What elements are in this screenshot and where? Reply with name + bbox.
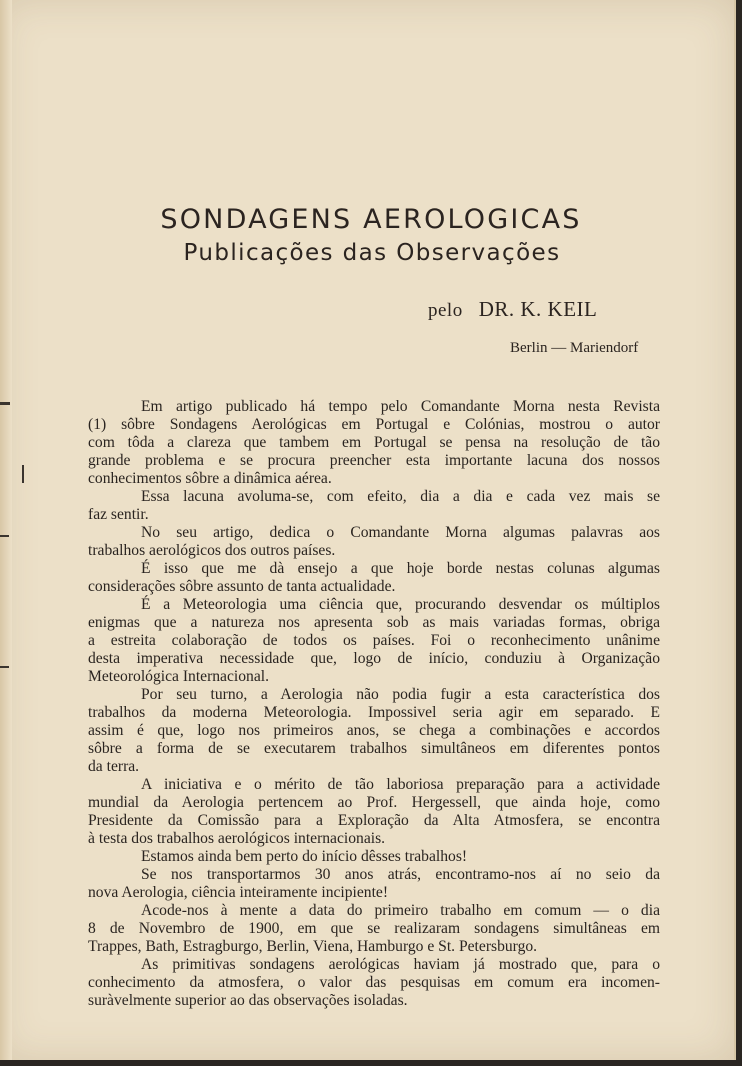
text-line: Essa lacuna avoluma-se, com efeito, dia a dia e cada vez mais se <box>141 488 660 505</box>
text-line: A iniciativa e o mérito de tão laboriosa preparação para a actividade <box>141 776 660 793</box>
byline-prefix: pelo <box>428 300 463 321</box>
text-line: trabalhos aerológicos dos outros países. <box>88 542 336 559</box>
title-main: SONDAGENS AEROLOGICAS <box>160 204 582 235</box>
binding-mark <box>22 465 24 483</box>
text-line: Presidente da Comissão para a Exploração da Alta Atmosfera, se encontra <box>88 812 660 829</box>
text-line: a estreita colaboração de todos os países. Foi o reconhecimento unânime <box>88 632 660 649</box>
text-line: sôbre a forma de se executarem trabalhos simultâneos em diferentes pontos <box>88 740 660 757</box>
binding-mark <box>0 666 9 668</box>
text-line: Trappes, Bath, Estragburgo, Berlin, Viena, Hamburgo e St. Petersburgo. <box>88 938 538 955</box>
article-title <box>0 206 742 265</box>
text-line: suràvelmente superior ao das observações isoladas. <box>88 992 408 1009</box>
article-body <box>88 398 660 1010</box>
text-line: Por seu turno, a Aerologia não podia fugir a esta característica dos <box>141 686 660 703</box>
text-line: É a Meteorologia uma ciência que, procurando desvendar os múltiplos <box>141 596 660 613</box>
binding-mark <box>0 402 10 405</box>
byline <box>428 297 597 322</box>
text-line: 8 de Novembro de 1900, em que se realizaram sondagens simultâneas em <box>88 920 660 937</box>
text-line: Se nos transportarmos 30 anos atrás, encontramo-nos aí no seio da <box>141 866 660 883</box>
text-line: considerações sôbre assunto de tanta actualidade. <box>88 578 396 595</box>
page-spine-shadow <box>0 0 12 1060</box>
text-line: enigmas que a natureza nos apresenta sob as mais variadas formas, obriga <box>88 614 660 631</box>
text-line: (1) sôbre Sondagens Aerológicas em Portugal e Colónias, mostrou o autor <box>88 416 660 433</box>
text-line: conhecimentos sôbre a dinâmica aérea. <box>88 470 332 487</box>
text-line: trabalhos da moderna Meteorologia. Impossivel seria agir em separado. E <box>88 704 660 721</box>
text-line: No seu artigo, dedica o Comandante Morna algumas palavras aos <box>141 524 660 541</box>
text-line: com tôda a clareza que tambem em Portugal se pensa na resolução de tão <box>88 434 660 451</box>
text-line: desta imperativa necessidade que, logo de início, conduziu à Organização <box>88 650 660 667</box>
text-line: Acode-nos à mente a data do primeiro trabalho em comum — o dia <box>141 902 660 919</box>
text-line: Estamos ainda bem perto do início dêsses trabalhos! <box>141 848 468 865</box>
text-line: faz sentir. <box>88 506 149 523</box>
text-line: assim é que, logo nos primeiros anos, se chega a combinações e accordos <box>88 722 660 739</box>
text-line: grande problema e se procura preencher esta importante lacuna dos nossos <box>88 452 660 469</box>
text-line: conhecimento da atmosfera, o valor das pesquisas em comum era incomen- <box>88 974 660 991</box>
text-line: Em artigo publicado há tempo pelo Comandante Morna nesta Revista <box>141 398 660 415</box>
binding-mark <box>0 535 9 537</box>
text-line: nova Aerologia, ciência inteiramente incipiente! <box>88 884 389 901</box>
author-name: DR. K. KEIL <box>478 297 598 321</box>
title-subtitle: Publicações das Observações <box>183 240 561 266</box>
text-line: É isso que me dà ensejo a que hoje borde nestas colunas algumas <box>141 560 660 577</box>
author-location: Berlin — Mariendorf <box>510 340 639 356</box>
text-line: mundial da Aerologia pertencem ao Prof. Hergessell, que ainda hoje, como <box>88 794 660 811</box>
text-line: As primitivas sondagens aerológicas haviam já mostrado que, para o <box>141 956 660 973</box>
text-line: à testa dos trabalhos aerológicos internacionais. <box>88 830 386 847</box>
text-line: Meteorológica Internacional. <box>88 668 269 685</box>
text-line: da terra. <box>88 758 140 775</box>
